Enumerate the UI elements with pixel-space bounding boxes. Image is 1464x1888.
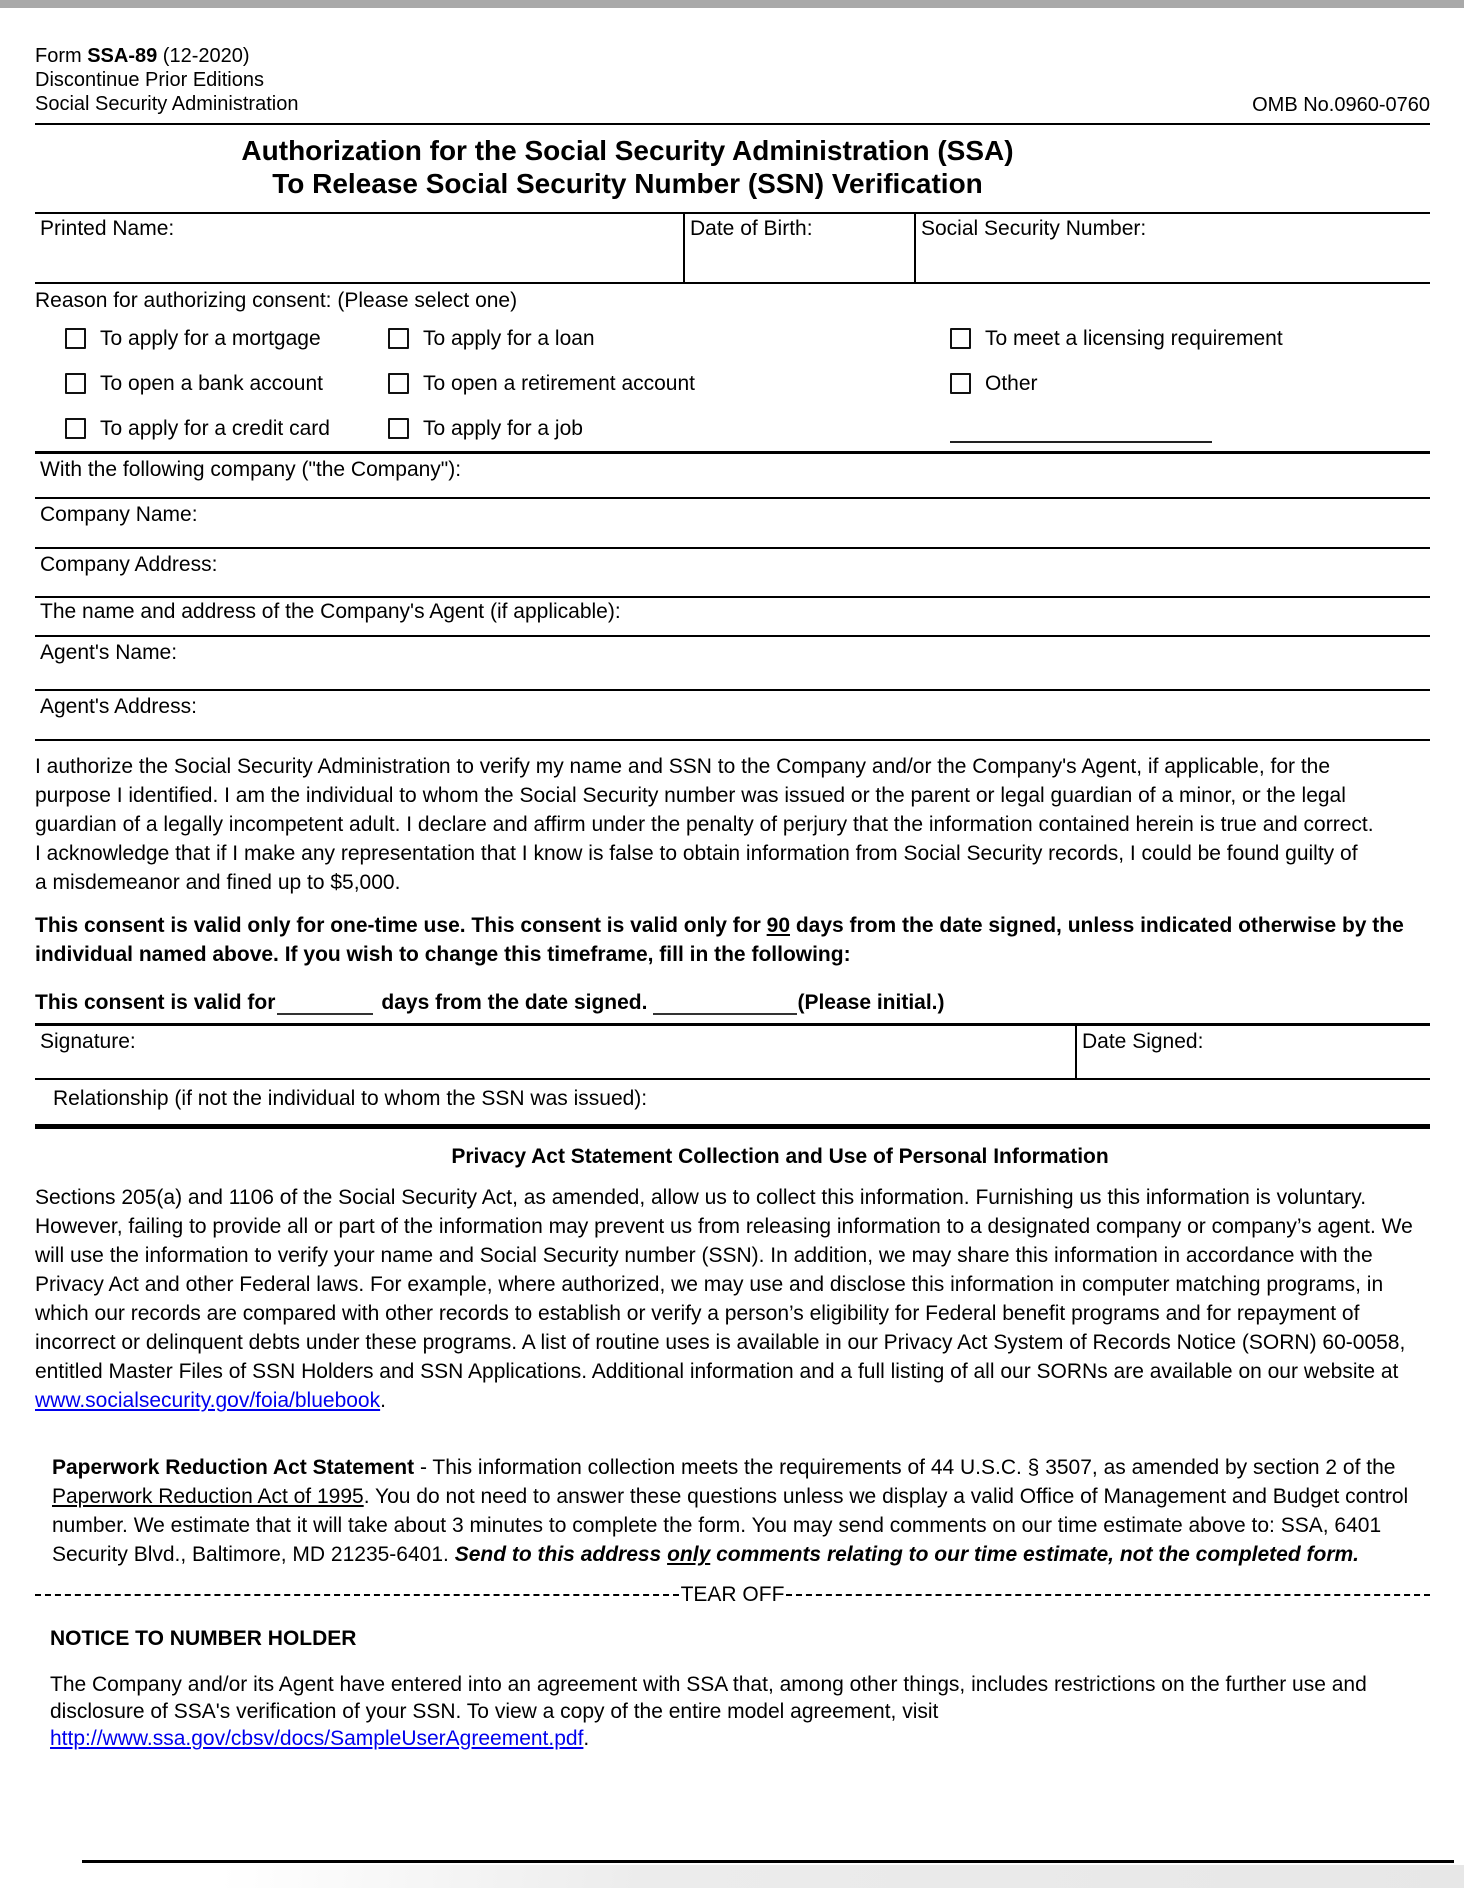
- job-checkbox[interactable]: [388, 418, 409, 439]
- date-signed-field[interactable]: [1077, 1026, 1430, 1078]
- page-top-edge: [0, 0, 1464, 8]
- mortgage-checkbox[interactable]: [65, 328, 86, 349]
- relationship-label: Relationship (if not the individual to whom the SSN was issued):: [53, 1087, 648, 1110]
- licensing-checkbox[interactable]: [950, 328, 971, 349]
- signature-row: [35, 1026, 1430, 1080]
- paperwork-heading: Paperwork Reduction Act Statement: [52, 1456, 415, 1479]
- form-id-block: [35, 44, 298, 116]
- omb-number: OMB No.0960-0760: [1252, 94, 1430, 116]
- tear-off-label: TEAR OFF: [680, 1583, 785, 1606]
- company-name-field[interactable]: [35, 499, 1430, 549]
- credit-card-checkbox[interactable]: [65, 418, 86, 439]
- company-address-field[interactable]: [35, 549, 1430, 598]
- authorization-paragraph: I authorize the Social Security Administration to verify my name and SSN to the Company and/or the Company's Agent, if applicable, for the purpose I identified. I am the individual to whom the Social Security number was issued or the parent or legal guardian of a minor, or the legal guardian of a legally incompetent adult. I declare and affirm under the penalty of perjury that the information contained herein is true and correct. I acknowledge that if I make any representation that I know is false to obtain information from Social Security records, I could be found guilty of a misdemeanor and fined up to $5,000.: [35, 755, 1374, 894]
- agent-section-label: The name and address of the Company's Agent (if applicable):: [40, 600, 621, 623]
- reason-option-licensing: [950, 327, 1430, 351]
- relationship-field[interactable]: [35, 1080, 1430, 1124]
- with-company-row: [35, 454, 1430, 499]
- reason-option-retirement-account: [388, 372, 950, 396]
- option-label: To open a bank account: [100, 371, 324, 395]
- reason-option-loan: [388, 327, 950, 351]
- notice-heading: NOTICE TO NUMBER HOLDER: [50, 1627, 357, 1650]
- form-number-line: Form SSA-89 (12-2020): [35, 45, 250, 67]
- option-label: To apply for a credit card: [100, 416, 330, 440]
- agent-name-label: Agent's Name:: [40, 641, 178, 664]
- paperwork-act-reference: Paperwork Reduction Act of 1995: [52, 1485, 364, 1508]
- loan-checkbox[interactable]: [388, 328, 409, 349]
- paperwork-reduction-paragraph: Paperwork Reduction Act Statement - This information collection meets the requirements of 44 U.S.C. § 3507, as amended by section 2 of the Paperwork Reduction Act of 1995. You do not need to answer these questions unless we display a valid Office of Management and Budget control number. We estimate that it will take about 3 minutes to complete the form. You may send comments on our time estimate above to: SSA, 6401 Security Blvd., Baltimore, MD 21235-6401. Send to this address only comments relating to our time estimate, not the completed form.: [52, 1456, 1409, 1566]
- company-name-label: Company Name:: [40, 503, 198, 526]
- discontinue-note: Discontinue Prior Editions: [35, 69, 264, 91]
- bank-account-checkbox[interactable]: [65, 373, 86, 394]
- reason-option-job: [388, 417, 950, 441]
- agency-name: Social Security Administration: [35, 93, 299, 115]
- date-of-birth-label: Date of Birth:: [690, 217, 813, 240]
- option-label: To apply for a mortgage: [100, 326, 321, 350]
- reason-option-mortgage: [65, 327, 388, 351]
- reason-option-credit-card: [65, 417, 388, 441]
- printed-name-field[interactable]: [35, 214, 685, 282]
- identity-fields-row: [35, 212, 1430, 284]
- form-title-line2: To Release Social Security Number (SSN) Verification: [272, 168, 983, 199]
- reason-option-other: [950, 372, 1430, 396]
- form-number: SSA-89: [87, 45, 158, 67]
- reason-section: [35, 284, 1430, 454]
- consent-validity-paragraph: This consent is valid only for one-time use. This consent is valid only for 90 days from the date signed, unless indicated otherwise by the individual named above. If you wish to change this timeframe, fill in the following:: [35, 914, 1404, 966]
- company-address-label: Company Address:: [40, 553, 218, 576]
- bluebook-link[interactable]: www.socialsecurity.gov/foia/bluebook: [35, 1389, 381, 1412]
- date-of-birth-field[interactable]: [685, 214, 916, 282]
- other-reason-field[interactable]: [950, 440, 1212, 443]
- form-header: [35, 44, 1430, 116]
- form-title-line1: Authorization for the Social Security Administration (SSA): [241, 135, 1014, 166]
- agent-address-label: Agent's Address:: [40, 695, 197, 718]
- consent-timeframe-line: This consent is valid for days from the date signed. (Please initial.): [35, 991, 945, 1014]
- with-company-label: With the following company ("the Company"):: [40, 458, 462, 481]
- date-signed-label: Date Signed:: [1082, 1030, 1204, 1053]
- reason-option-bank-account: [65, 372, 388, 396]
- ssn-field[interactable]: [916, 214, 1430, 282]
- notice-paragraph: The Company and/or its Agent have entered into an agreement with SSA that, among other things, includes restrictions on the further use and disclosure of SSA's verification of your SSN. To view a copy of the entire model agreement, visit http://www.ssa.gov/cbsv/docs/SampleUserAgreement.pdf.: [50, 1673, 1367, 1750]
- option-label: To open a retirement account: [423, 371, 695, 395]
- privacy-act-heading: Privacy Act Statement Collection and Use of Personal Information: [451, 1145, 1109, 1168]
- header-divider: [35, 123, 1430, 125]
- reason-heading: Reason for authorizing consent: (Please select one): [35, 289, 518, 312]
- other-checkbox[interactable]: [950, 373, 971, 394]
- agent-address-field[interactable]: [35, 691, 1430, 741]
- retirement-account-checkbox[interactable]: [388, 373, 409, 394]
- ninety-days-value: 90: [766, 914, 790, 937]
- bottom-page-divider: [82, 1860, 1454, 1863]
- initials-field[interactable]: [653, 993, 797, 1015]
- option-label: To meet a licensing requirement: [985, 326, 1283, 350]
- days-field[interactable]: [277, 993, 373, 1015]
- agent-section-row: [35, 598, 1430, 637]
- option-label: Other: [985, 371, 1038, 395]
- reason-options: [65, 316, 1430, 451]
- form-title: [35, 134, 1220, 200]
- privacy-act-paragraph: Sections 205(a) and 1106 of the Social Security Act, as amended, allow us to collect this information. Furnishing us this information is voluntary. However, failing to provide all or part of the information may prevent us from releasing information to a designated company or company’s agent. We will use the information to verify your name and Social Security number (SSN). In addition, we may share this information in accordance with the Privacy Act and other Federal laws. For example, where authorized, we may use and disclose this information in computer matching programs, in which our records are compared with other records to establish or verify a person’s eligibility for Federal benefit programs and for repayment of incorrect or delinquent debts under these programs. A list of routine uses is available in our Privacy Act System of Records Notice (SORN) 60-0058, entitled Master Files of SSN Holders and SSN Applications. Additional information and a full listing of all our SORNs are available on our website at www.socialsecurity.gov/foia/bluebook.: [35, 1186, 1413, 1412]
- sample-agreement-link[interactable]: http://www.ssa.gov/cbsv/docs/SampleUserAgreement.pdf: [50, 1727, 584, 1750]
- tear-off-dashes-left: [35, 1594, 679, 1596]
- signature-label: Signature:: [40, 1030, 136, 1053]
- signature-section: [35, 1023, 1430, 1129]
- agent-name-field[interactable]: [35, 637, 1430, 691]
- tear-off-divider: [35, 1583, 1430, 1607]
- signature-field[interactable]: [35, 1026, 1077, 1078]
- printed-name-label: Printed Name:: [40, 217, 175, 240]
- tear-off-dashes-right: [786, 1594, 1430, 1596]
- form-page: [0, 44, 1464, 1752]
- option-label: To apply for a job: [423, 416, 583, 440]
- option-label: To apply for a loan: [423, 326, 595, 350]
- ssn-label: Social Security Number:: [921, 217, 1147, 240]
- page-bottom-edge: [0, 1865, 1464, 1888]
